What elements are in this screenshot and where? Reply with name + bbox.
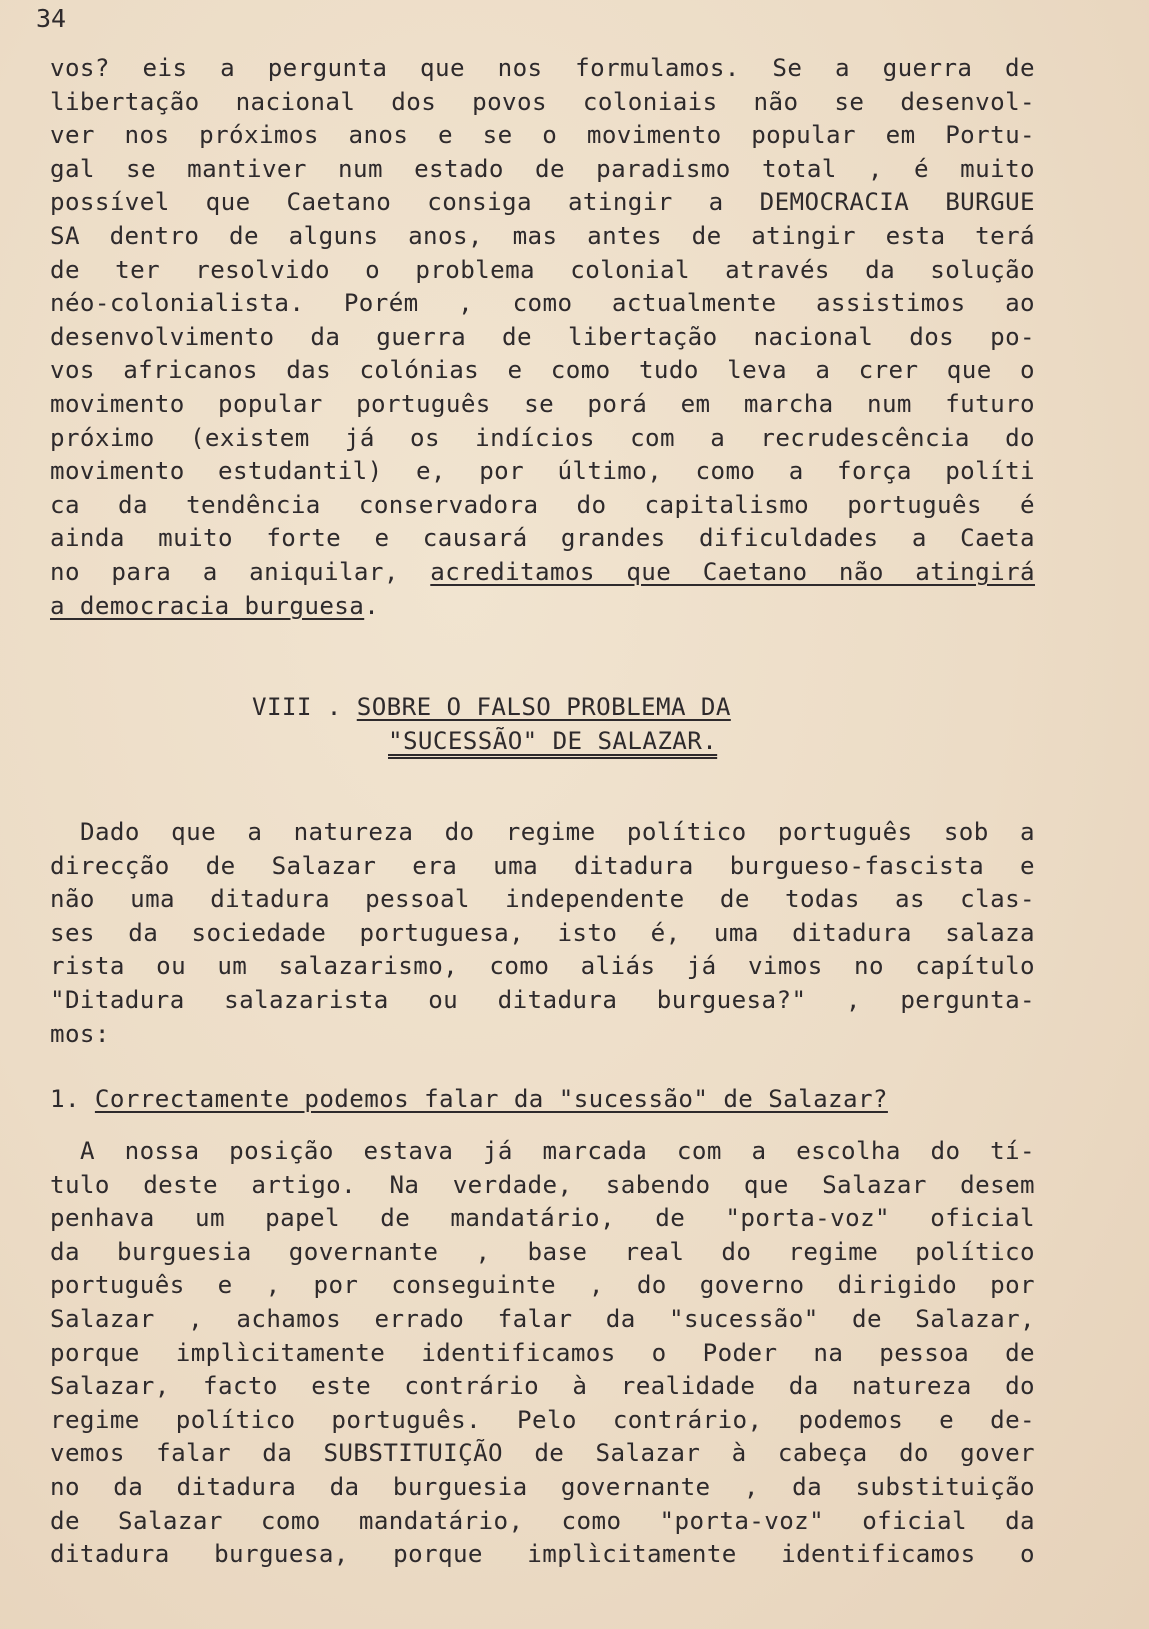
text-line: vemos falar da SUBSTITUIÇÃO de Salazar à cabeça do gover xyxy=(50,1439,1035,1468)
text-line: desenvolvimento da guerra de libertação nacional dos po- xyxy=(50,322,1035,351)
text-line: movimento popular português se porá em marcha num futuro xyxy=(50,389,1035,418)
text-line: próximo (existem já os indícios com a recrudescência do xyxy=(50,423,1035,452)
text-line: ver nos próximos anos e se o movimento popular em Portu- xyxy=(50,121,1035,150)
subheading-title: Correctamente podemos falar da "sucessão" de Salazar? xyxy=(94,1085,888,1113)
text-fragment: . xyxy=(364,591,380,620)
underlined-conclusion: acreditamos que Caetano não atingirá xyxy=(430,557,1035,586)
text-line: Salazar, facto este contrário à realidade da natureza do xyxy=(50,1372,1035,1401)
text-line: porque implìcitamente identificamos o Poder na pessoa de xyxy=(50,1338,1035,1367)
text-line: possível que Caetano consiga atingir a DEMOCRACIA BURGUE xyxy=(50,188,1035,217)
text-line: penhava um papel de mandatário, de "porta-voz" oficial xyxy=(50,1204,1035,1233)
heading-number: VIII . xyxy=(252,693,342,721)
text-line: tulo deste artigo. Na verdade, sabendo que Salazar desem xyxy=(50,1170,1035,1199)
text-line: ses da sociedade portuguesa, isto é, uma ditadura salaza xyxy=(50,918,1035,947)
text-line: SA dentro de alguns anos, mas antes de atingir esta terá xyxy=(50,221,1035,250)
heading-line-1 xyxy=(252,691,842,725)
subheading-line xyxy=(50,1083,1035,1117)
text-line: vos? eis a pergunta que nos formulamos. Se a guerra de xyxy=(50,54,1035,82)
text-line: da burguesia governante , base real do regime político xyxy=(50,1237,1035,1266)
text-line: "Ditadura salazarista ou ditadura burguesa?" , pergunta- xyxy=(50,985,1035,1014)
subsection-heading xyxy=(50,1083,1035,1117)
paragraph-2 xyxy=(50,816,1035,1051)
text-line: de Salazar como mandatário, como "porta-voz" oficial da xyxy=(50,1506,1035,1535)
text-fragment: no para a aniquilar, xyxy=(50,557,399,586)
text-line: ditadura burguesa, porque implìcitamente identificamos o xyxy=(50,1540,1035,1569)
text-line: Salazar , achamos errado falar da "sucessão" de Salazar, xyxy=(50,1304,1035,1333)
text-line: no da ditadura da burguesia governante , da substituição xyxy=(50,1472,1035,1501)
text-line: libertação nacional dos povos coloniais não se desenvol- xyxy=(50,87,1035,116)
text-line: Dado que a natureza do regime político português sob a xyxy=(80,818,1035,846)
text-line: regime político português. Pelo contrário, podemos e de- xyxy=(50,1405,1035,1434)
text-line xyxy=(50,590,1035,624)
text-line: português e , por conseguinte , do governo dirigido por xyxy=(50,1271,1035,1300)
paragraph-3 xyxy=(50,1135,1035,1572)
text-line: vos africanos das colónias e como tudo leva a crer que o xyxy=(50,356,1035,385)
text-line: direcção de Salazar era uma ditadura burgueso-fascista e xyxy=(50,851,1035,880)
text-line: rista ou um salazarismo, como aliás já vimos no capítulo xyxy=(50,952,1035,981)
text-line: ca da tendência conservadora do capitalismo português é xyxy=(50,490,1035,519)
text-line: ainda muito forte e causará grandes dificuldades a Caeta xyxy=(50,524,1035,553)
heading-line-2: "SUCESSÃO" DE SALAZAR. xyxy=(388,726,718,755)
text-line: não uma ditadura pessoal independente de todas as clas- xyxy=(50,885,1035,914)
text-line: gal se mantiver num estado de paradismo total , é muito xyxy=(50,154,1035,183)
heading-title: SOBRE O FALSO PROBLEMA DA xyxy=(356,693,731,721)
section-heading xyxy=(252,691,842,758)
text-line xyxy=(50,556,1035,590)
paragraph-1 xyxy=(50,52,1035,623)
text-line: néo-colonialista. Porém , como actualmente assistimos ao xyxy=(50,289,1035,318)
text-line: de ter resolvido o problema colonial através da solução xyxy=(50,255,1035,284)
subheading-number: 1. xyxy=(50,1085,80,1113)
page-number: 34 xyxy=(36,4,67,33)
text-line: mos: xyxy=(50,1019,110,1048)
text-line: movimento estudantil) e, por último, como a força políti xyxy=(50,457,1035,486)
underlined-conclusion: a democracia burguesa xyxy=(50,591,365,620)
text-line: A nossa posição estava já marcada com a escolha do tí- xyxy=(80,1137,1035,1165)
